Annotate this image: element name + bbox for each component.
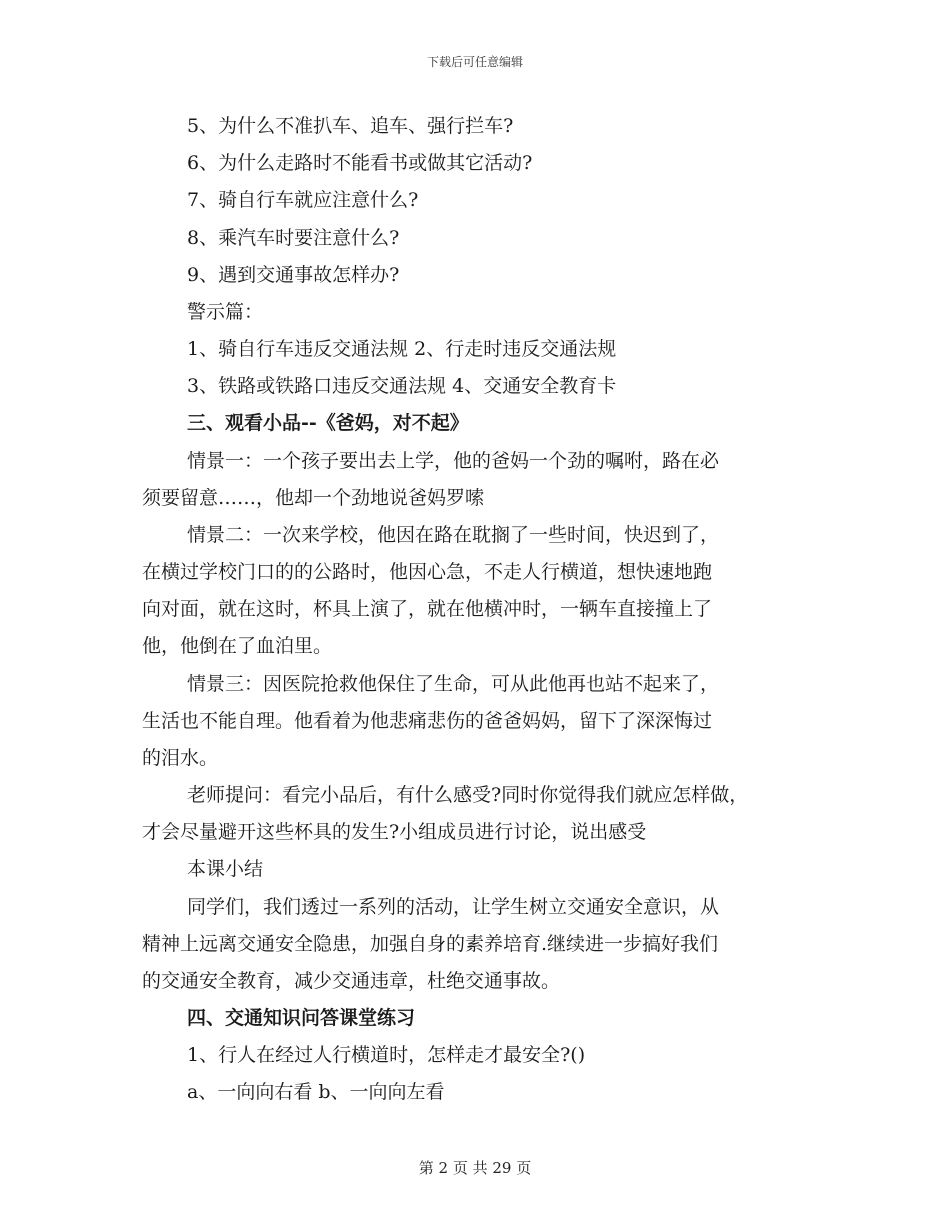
scene-3-line-3: 的泪水。 [142, 747, 219, 769]
quiz-options: a、一向向右看 b、一向向左看 [187, 1081, 445, 1103]
question-7: 7、骑自行车就应注意什么? [187, 189, 419, 211]
scene-2-line-2: 在横过学校门口的的公路时，他因心急，不走人行横道，想快速地跑 [142, 561, 713, 583]
teacher-question-line-2: 才会尽量避开这些杯具的发生?小组成员进行讨论，说出感受 [142, 821, 647, 843]
warning-item-3: 3、铁路或铁路口违反交通法规 4、交通安全教育卡 [187, 375, 617, 397]
summary-line-2: 精神上远离交通安全隐患，加强自身的素养培育.继续进一步搞好我们 [142, 933, 719, 955]
section-4-heading: 四、交通知识问答课堂练习 [187, 1007, 416, 1029]
teacher-question-line-1: 老师提问：看完小品后，有什么感受?同时你觉得我们就应怎样做， [187, 784, 749, 806]
quiz-question-1: 1、行人在经过人行横道时，怎样走才最安全?() [187, 1044, 586, 1066]
page-footer: 第 2 页 共 29 页 [418, 1159, 532, 1177]
scene-3-line-1: 情景三：因医院抢救他保住了生命，可从此他再也站不起来了， [187, 673, 720, 695]
scene-3-line-2: 生活也不能自理。他看着为他悲痛悲伤的爸爸妈妈，留下了深深悔过 [142, 710, 713, 732]
summary-heading: 本课小结 [187, 858, 264, 880]
scene-2-line-4: 他，他倒在了血泊里。 [142, 635, 333, 657]
scene-2-line-3: 向对面，就在这时，杯具上演了，就在他横冲时，一辆车直接撞上了 [142, 598, 713, 620]
question-6: 6、为什么走路时不能看书或做其它活动? [187, 152, 533, 174]
summary-line-3: 的交通安全教育，减少交通违章，杜绝交通事故。 [142, 970, 561, 992]
scene-1-line-1: 情景一：一个孩子要出去上学，他的爸妈一个劲的嘱咐，路在必 [187, 450, 720, 472]
page-header: 下载后可任意编辑 [426, 55, 523, 69]
summary-line-1: 同学们，我们透过一系列的活动，让学生树立交通安全意识，从 [187, 896, 720, 918]
warning-item-1: 1、骑自行车违反交通法规 2、行走时违反交通法规 [187, 338, 617, 360]
section-3-heading: 三、观看小品--《爸妈，对不起》 [187, 412, 469, 434]
scene-1-line-2: 须要留意……，他却一个劲地说爸妈罗嗦 [142, 487, 485, 509]
question-8: 8、乘汽车时要注意什么? [187, 227, 400, 249]
question-5: 5、为什么不准扒车、追车、强行拦车? [187, 115, 514, 137]
scene-2-line-1: 情景二：一次来学校，他因在路在耽搁了一些时间，快迟到了， [187, 524, 720, 546]
warning-heading: 警示篇： [187, 301, 264, 323]
question-9: 9、遇到交通事故怎样办? [187, 264, 400, 286]
